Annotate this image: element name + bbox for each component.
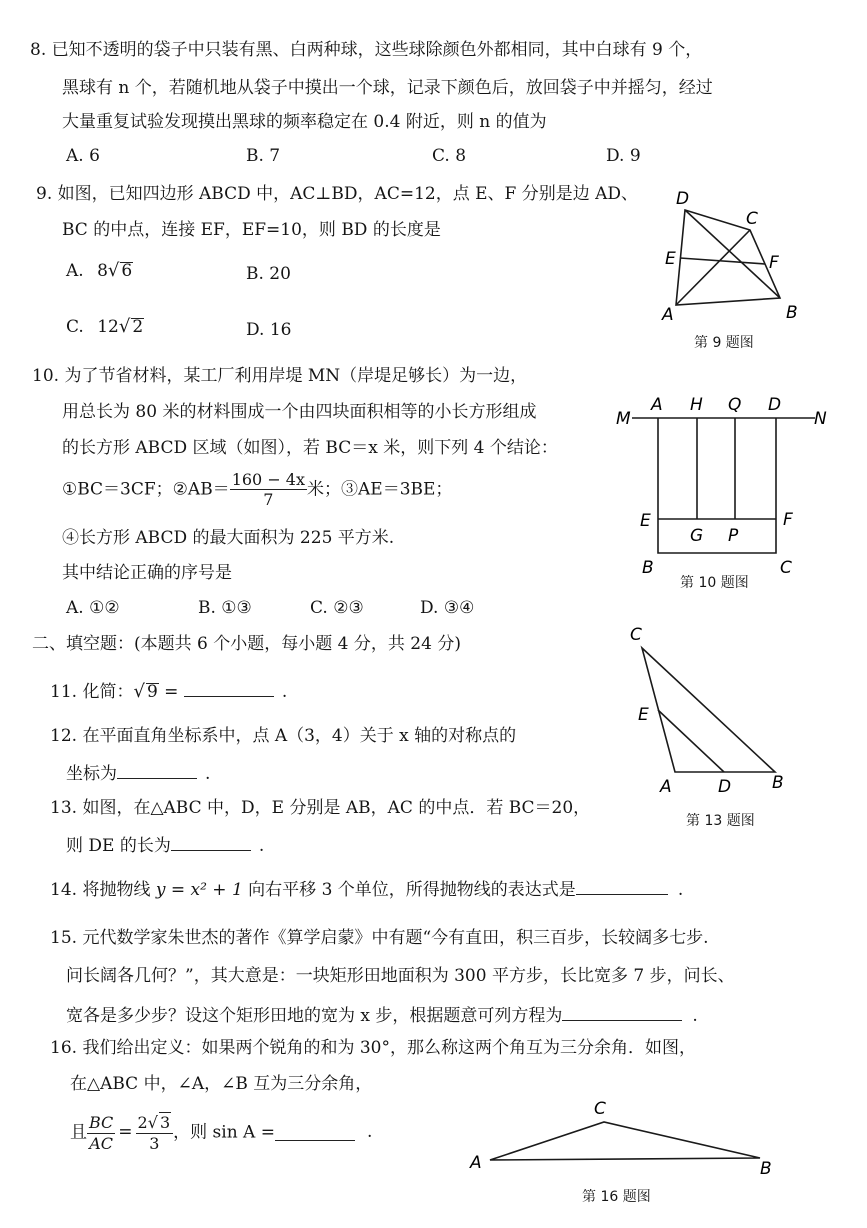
- q9-option-a-radicand: 6: [121, 261, 133, 281]
- q16-triangle-abc: [490, 1122, 760, 1160]
- q12-line1: 12. 在平面直角坐标系中，点 A（3，4）关于 x 轴的对称点的: [50, 726, 517, 746]
- q9-line2: BC 的中点，连接 EF，EF=10，则 BD 的长度是: [62, 220, 441, 240]
- q10-label-e: E: [640, 511, 651, 531]
- q8-option-a: A. 6: [66, 146, 100, 166]
- q13-segment-de: [658, 710, 724, 772]
- q16-label-a: A: [470, 1153, 482, 1173]
- q14-answer-blank[interactable]: [576, 880, 668, 895]
- q10-label-m: M: [616, 409, 631, 429]
- q9-option-c-coef: 12: [97, 317, 119, 337]
- q11-equals: =: [158, 682, 184, 702]
- q13-line1: 13. 如图，在△ABC 中，D，E 分别是 AB，AC 的中点．若 BC＝20，: [50, 798, 591, 818]
- q9-option-a: A. 8√ 6: [66, 260, 133, 281]
- q11-period: .: [281, 682, 288, 702]
- q10-label-g: G: [690, 526, 704, 546]
- q16-line3: [70, 1112, 372, 1154]
- q13-period: .: [258, 836, 265, 856]
- q10-label-a: A: [651, 395, 663, 415]
- q13-label-e: E: [638, 705, 649, 725]
- q14-line: [50, 880, 683, 899]
- q10-label-p: P: [728, 526, 739, 546]
- q9-label-f: F: [769, 253, 779, 273]
- q11-radicand: 9: [146, 682, 158, 702]
- q9-option-c-prefix: C.: [66, 317, 84, 337]
- q16-equals: =: [118, 1122, 133, 1143]
- q10-figure: [610, 388, 835, 588]
- q10-rectangle-abcd: [658, 418, 776, 553]
- q13-triangle-abc: [642, 648, 775, 772]
- q14-expression: y = x² + 1: [155, 880, 243, 900]
- q9-line1: 9. 如图，已知四边形 ABCD 中，AC⊥BD，AC=12，点 E、F 分别是边 AD、: [36, 184, 639, 204]
- q10-label-n: N: [814, 409, 827, 429]
- q15-line1: 15. 元代数学家朱世杰的著作《算学启蒙》中有题“今有直田，积三百步，长较阔多七步.: [50, 928, 709, 948]
- q10-line3: 的长方形 ABCD 区域（如图），若 BC＝x 米，则下列 4 个结论：: [62, 438, 558, 458]
- q9-figure: [640, 180, 820, 330]
- q13-caption: 第 13 题图: [686, 813, 755, 829]
- q13-prefix: 则 DE 的长为: [66, 836, 171, 856]
- q9-diagonal-ac: [676, 230, 750, 305]
- q11-answer-blank[interactable]: [184, 682, 274, 697]
- q16-fraction-ac: AC: [89, 1133, 114, 1153]
- q14-period: .: [677, 880, 684, 900]
- q12-line2: [66, 764, 210, 783]
- q16-label-b: B: [760, 1159, 772, 1179]
- q10-fraction-denominator: 7: [263, 490, 274, 510]
- q12-period: .: [205, 764, 211, 784]
- q16-period: .: [366, 1122, 373, 1143]
- q8-line1: 8. 已知不透明的袋子中只装有黑、白两种球，这些球除颜色外都相同，其中白球有 9 个，: [30, 40, 703, 60]
- q10-line4: [62, 470, 452, 509]
- q13-label-b: B: [772, 773, 784, 793]
- q10-option-c: C. ②③: [310, 598, 364, 618]
- q9-caption: 第 9 题图: [694, 335, 754, 351]
- q13-label-a: A: [660, 777, 672, 797]
- q8-line3: 大量重复试验发现摸出黑球的频率稳定在 0.4 附近，则 n 的值为: [62, 112, 547, 132]
- q16-fraction-value-numerator: 2√ 3: [136, 1112, 174, 1134]
- q16-answer-blank[interactable]: [275, 1126, 355, 1141]
- q10-label-b: B: [642, 558, 654, 578]
- q9-label-a: A: [662, 305, 674, 325]
- q13-label-d: D: [718, 777, 732, 797]
- q9-diagonal-bd: [685, 210, 780, 298]
- q13-figure: [620, 620, 800, 800]
- q10-conclusions-part2: 米；③AE＝3BE；: [307, 479, 453, 500]
- q15-answer-blank[interactable]: [562, 1006, 682, 1021]
- q13-label-c: C: [630, 625, 642, 645]
- q10-option-b: B. ①③: [198, 598, 252, 618]
- q10-line5: ④长方形 ABCD 的最大面积为 225 平方米.: [62, 528, 395, 548]
- q9-label-c: C: [746, 209, 758, 229]
- q9-label-e: E: [665, 249, 676, 269]
- q15-period: .: [692, 1006, 698, 1026]
- q8-option-d: D. 9: [606, 146, 641, 166]
- q9-option-a-coef: 8: [97, 261, 108, 281]
- q9-option-c: C. 12√ 2: [66, 316, 144, 337]
- q8-line2: 黑球有 n 个，若随机地从袋子中摸出一个球，记录下颜色后，放回袋子中并摇匀，经过: [62, 78, 713, 98]
- q9-option-b: B. 20: [246, 264, 291, 284]
- q15-prefix: 宽各是多少步？设这个矩形田地的宽为 x 步，根据题意可列方程为: [66, 1006, 563, 1026]
- q10-label-f: F: [783, 510, 793, 530]
- q16-label-c: C: [594, 1099, 606, 1119]
- q14-prefix: 14. 将抛物线: [50, 880, 156, 900]
- q16-line1: 16. 我们给出定义：如果两个锐角的和为 30°，那么称这两个角互为三分余角．如图，: [50, 1038, 696, 1058]
- q16-line2: 在△ABC 中，∠A，∠B 互为三分余角，: [70, 1074, 373, 1094]
- q9-label-d: D: [676, 189, 690, 209]
- q15-line3: [66, 1006, 698, 1025]
- q11-prefix: 11. 化简：: [50, 682, 134, 702]
- q14-suffix: 向右平移 3 个单位，所得抛物线的表达式是: [242, 880, 576, 900]
- q12-answer-blank[interactable]: [117, 764, 197, 779]
- q8-option-c: C. 8: [432, 146, 467, 166]
- q10-fraction-numerator: 160 − 4x: [231, 470, 306, 489]
- q11-line: 11. 化简：√ 9 = .: [50, 681, 288, 702]
- q9-option-d: D. 16: [246, 320, 292, 340]
- q16-figure: [460, 1090, 790, 1190]
- q10-line6: 其中结论正确的序号是: [62, 563, 232, 583]
- q16-fraction-bc-ac: [87, 1113, 115, 1154]
- section-heading: 二、填空题：(本题共 6 个小题，每小题 4 分，共 24 分): [32, 634, 461, 654]
- q10-line1: 10. 为了节省材料，某工厂利用岸堤 MN（岸堤足够长）为一边，: [32, 366, 528, 386]
- q9-label-b: B: [786, 303, 798, 323]
- q16-numerator-coef: 2: [137, 1113, 148, 1132]
- q10-label-q: Q: [728, 395, 742, 415]
- q10-option-a: A. ①②: [66, 598, 120, 618]
- q10-conclusions-part1: ①BC＝3CF；②AB＝: [62, 479, 230, 500]
- q12-prefix: 坐标为: [66, 764, 117, 784]
- q9-option-c-radicand: 2: [132, 317, 144, 337]
- q16-fraction-value: [136, 1112, 174, 1154]
- q10-label-c: C: [780, 558, 792, 578]
- q10-caption: 第 10 题图: [680, 575, 749, 591]
- q16-fraction-bc: BC: [89, 1112, 114, 1132]
- q10-option-d: D. ③④: [420, 598, 475, 618]
- q16-prefix: 且: [70, 1122, 87, 1143]
- q13-answer-blank[interactable]: [171, 836, 251, 851]
- q13-line2: [66, 836, 264, 855]
- q10-label-h: H: [690, 395, 703, 415]
- q9-quadrilateral: [676, 210, 780, 305]
- q15-line2: 问长阔各几何？”，其大意是：一块矩形田地面积为 300 平方步，长比宽多 7 步，问长、: [66, 966, 735, 986]
- q9-option-a-prefix: A.: [66, 261, 84, 281]
- q16-numerator-radicand: 3: [159, 1113, 171, 1132]
- q10-label-d: D: [768, 395, 782, 415]
- q10-line2: 用总长为 80 米的材料围成一个由四块面积相等的小长方形组成: [62, 402, 537, 422]
- q16-suffix: ，则 sin A =: [173, 1122, 275, 1143]
- q16-caption: 第 16 题图: [582, 1189, 651, 1205]
- q10-fraction: [230, 470, 307, 509]
- q16-fraction-value-denominator: 3: [149, 1134, 160, 1153]
- q8-option-b: B. 7: [246, 146, 281, 166]
